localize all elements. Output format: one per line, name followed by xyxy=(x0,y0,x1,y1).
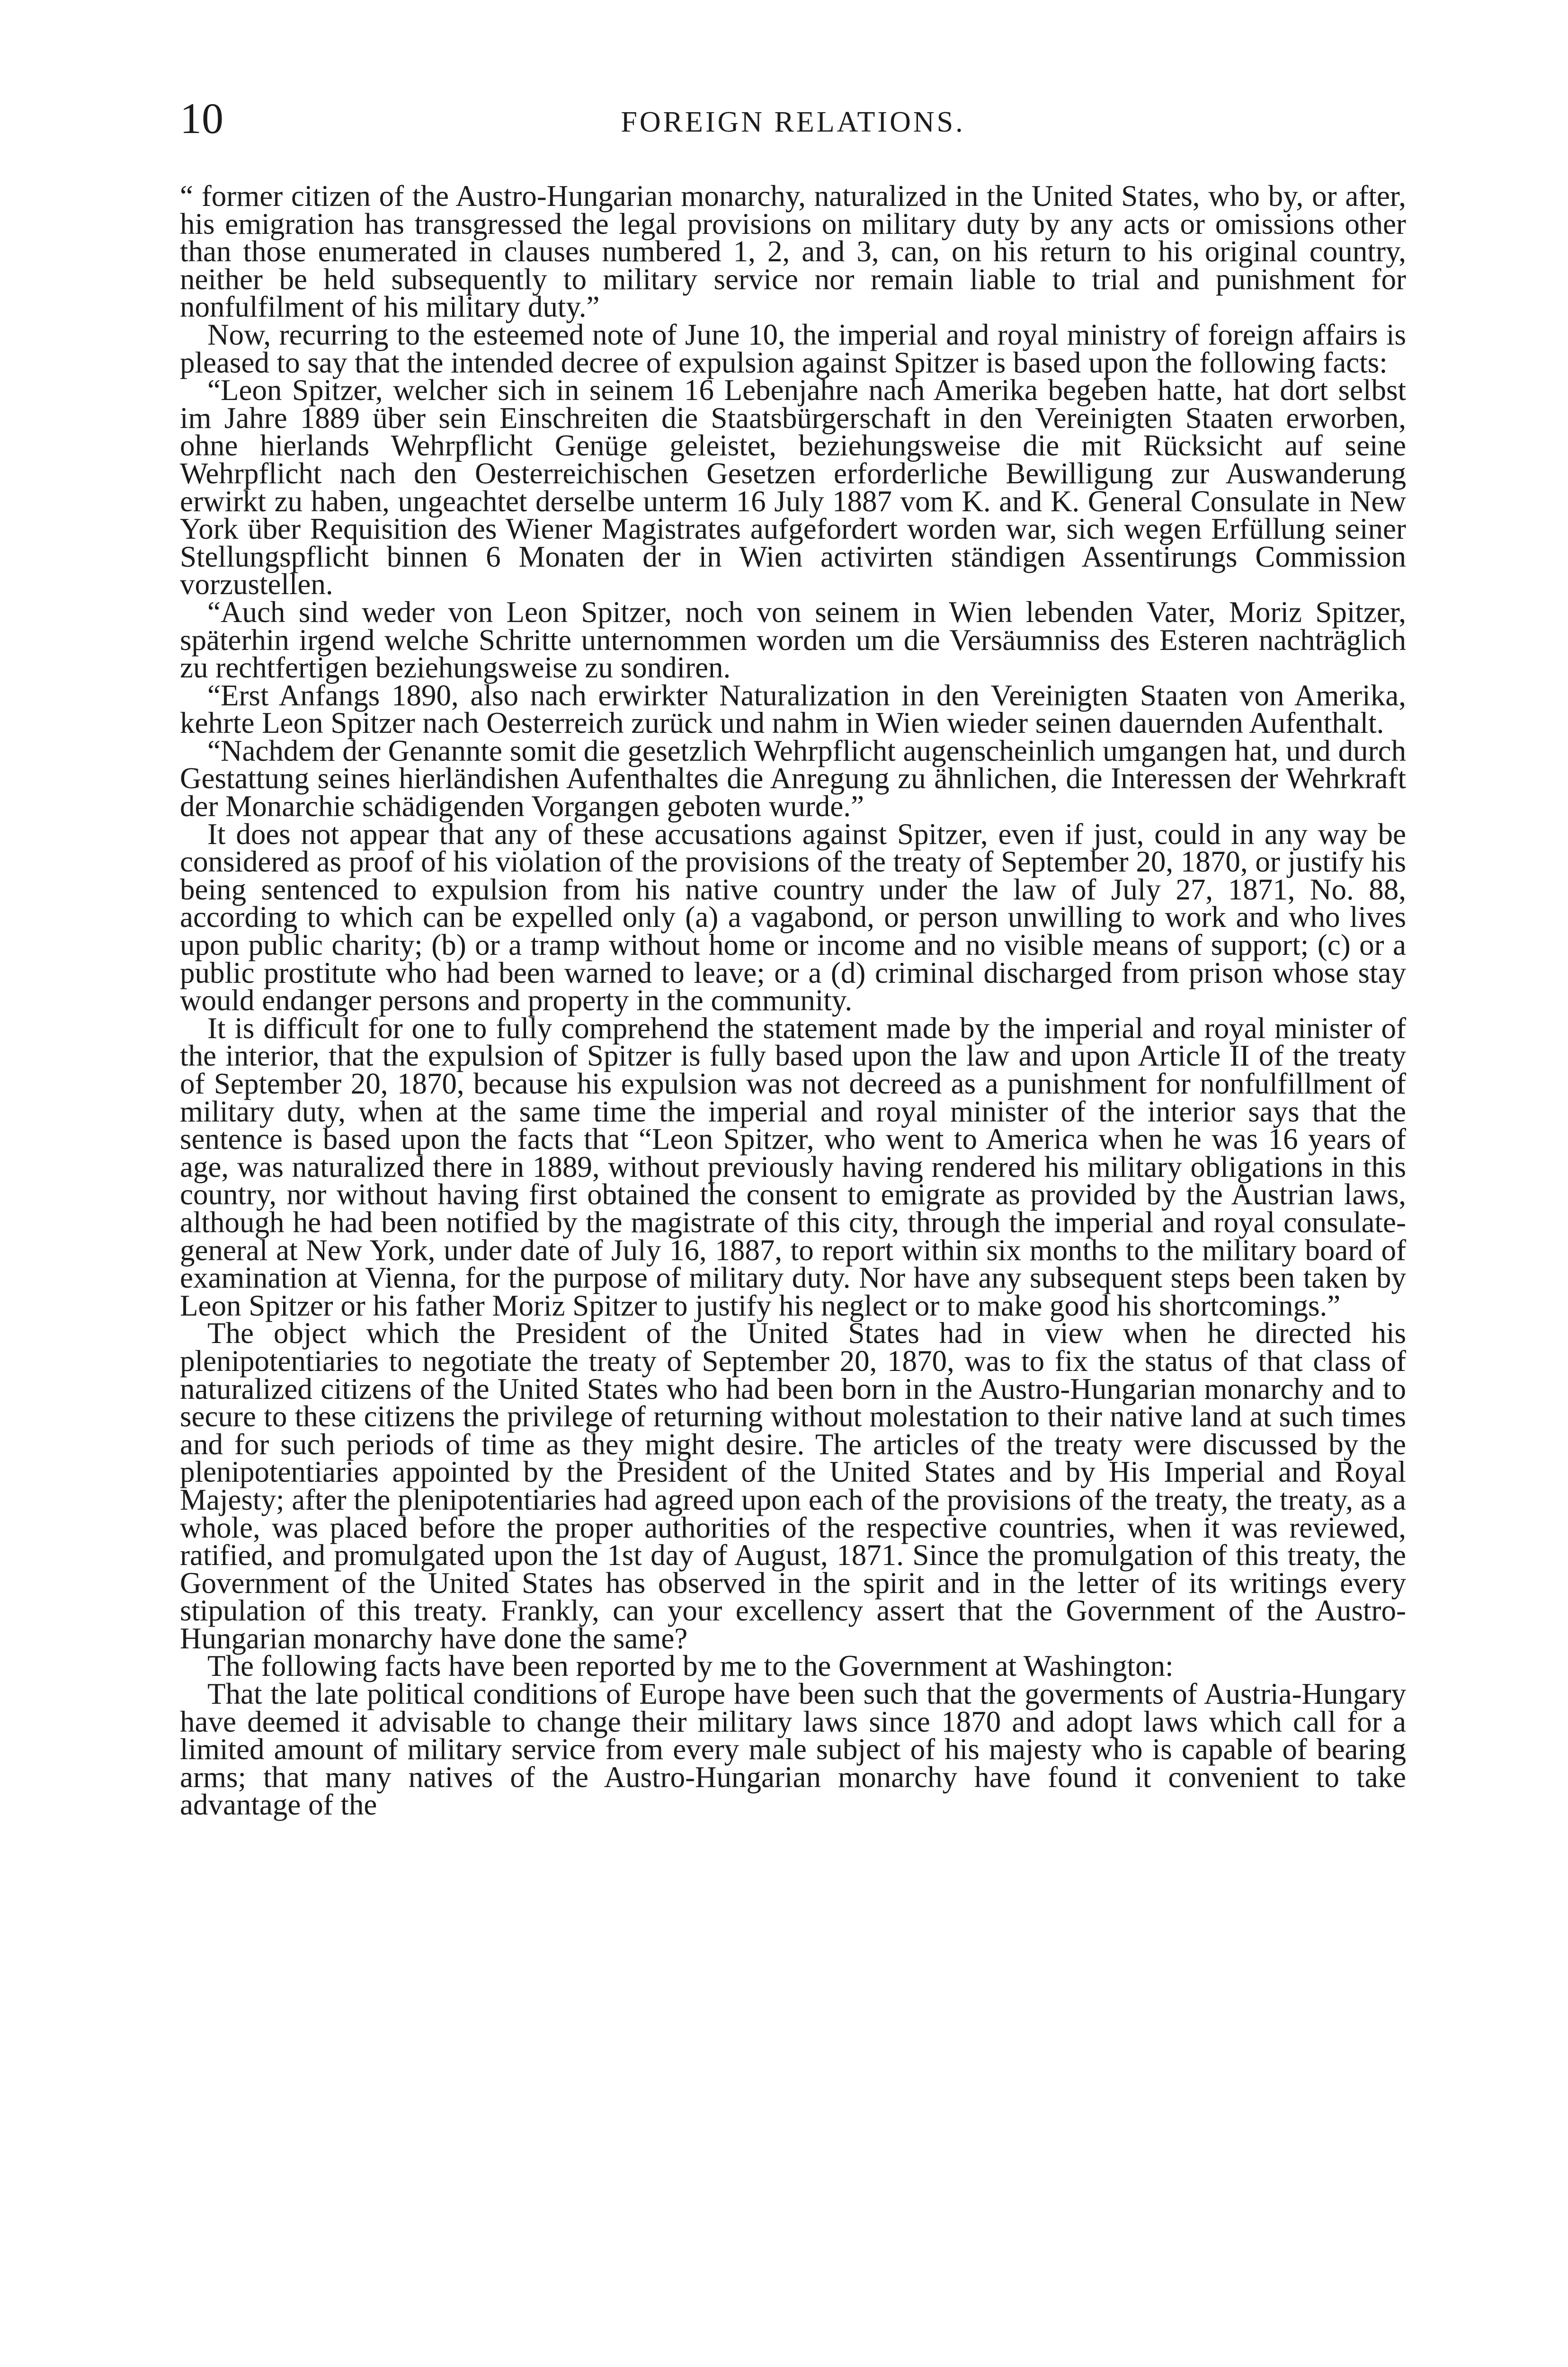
paragraph-german-quote-2: “Auch sind weder von Leon Spitzer, noch von seinem in Wien lebenden Vater, Moriz Spitzer, späterhin irgend welche Schritte unternommen worden um die Versäumniss des Esteren nachträglich zu rechtfertigen beziehungsweise zu sondiren. xyxy=(180,595,1406,685)
page-header xyxy=(180,92,1406,144)
paragraph-accusations: It does not appear that any of these accusations against Spitzer, even if just, could in any way be considered as proof of his violation of the provisions of the treaty of September 20, 1870, or justify his being sentenced to expulsion from his native country under the law of July 27, 1871, No. 88, according to which can be expelled only (a) a vagabond, or person unwilling to work and who lives upon public charity; (b) or a tramp without home or income and no visible means of support; (c) or a public prostitute who had been warned to leave; or a (d) criminal discharged from prison whose stay would endanger persons and property in the community. xyxy=(180,817,1406,1017)
page-number: 10 xyxy=(180,94,223,142)
paragraph-object-of-treaty: The object which the President of the United States had in view when he directed his plenipotentiaries to negotiate the treaty of September 20, 1870, was to fix the status of that class of naturalized citizens of the United States who had been born in the Austro-Hungarian monarchy and to secure to these citizens the privilege of returning without molestation to their native land at such times and for such periods of time as they might desire. The articles of the treaty were discussed by the plenipotentiaries appointed by the President of the United States and by His Imperial and Royal Majesty; after the plenipotentiaries had agreed upon each of the provisions of the treaty, the treaty, as a whole, was placed before the proper authorities of the respective countries, when it was reviewed, ratified, and promulgated upon the 1st day of August, 1871. Since the promulgation of this treaty, the Government of the United States has observed in the spirit and in the letter of its writings every stipulation of this treaty. Frankly, can your excellency assert that the Government of the Austro-Hungarian monarchy have done the same? xyxy=(180,1317,1406,1655)
paragraph-political-conditions: That the late political conditions of Europe have been such that the goverments of Austria-Hungary have deemed it advisable to change their military laws since 1870 and adopt laws which call for a limited amount of military service from every male subject of his majesty who is capable of bearing arms; that many natives of the Austro-Hungarian monarchy have found it convenient to take advantage of the xyxy=(180,1677,1406,1822)
paragraph-note-of-june-10: Now, recurring to the esteemed note of June 10, the imperial and royal ministry of foreign affairs is pleased to say that the intended decree of expulsion against Spitzer is based upon the following facts: xyxy=(180,318,1406,379)
paragraph-german-quote-3: “Erst Anfangs 1890, also nach erwirkter Naturalization in den Vereinigten Staaten von Amerika, kehrte Leon Spitzer nach Oesterreich zurück und nahm in Wien wieder seinen dauernden Aufenthalt. xyxy=(180,678,1406,740)
paragraph-german-quote-4: “Nachdem der Genannte somit die gesetzlich Wehrpflicht augenscheinlich umgangen hat, und durch Gestattung seines hierländishen Aufenthaltes die Anregung zu ähnlichen, die Interessen der Wehrkraft der Monarchie schädigenden Vorgangen geboten wurde.” xyxy=(180,734,1406,823)
paragraph-following-facts: The following facts have been reported by me to the Government at Washington: xyxy=(207,1649,1174,1683)
paragraph-german-quote-1: “Leon Spitzer, welcher sich in seinem 16 Lebenjahre nach Amerika begeben hatte, hat dort selbst im Jahre 1889 über sein Einschreiten die Staatsbürgerschaft in den Vereinigten Staaten erworben, ohne hierlands Wehrpflicht Genüge geleistet, beziehungsweise die mit Rücksicht auf seine Wehrpflicht nach den Oesterreichischen Gesetzen erforderliche Bewilligung zur Auswanderung erwirkt zu haben, ungeachtet derselbe unterm 16 July 1887 vom K. and K. General Consulate in New York über Requisition des Wiener Magistrates aufgefordert worden war, sich wegen Erfüllung seiner Stellungspflicht binnen 6 Monaten der in Wien activirten ständigen Assentirungs Commission vorzustellen. xyxy=(180,374,1406,601)
body-text xyxy=(180,182,1406,2360)
paragraph-difficult-to-comprehend: It is difficult for one to fully comprehend the statement made by the imperial and royal minister of the interior, that the expulsion of Spitzer is fully based upon the law and upon Article II of the treaty of September 20, 1870, because his expulsion was not decreed as a punishment for nonfulfillment of military duty, when at the same time the imperial and royal minister of the interior says that the sentence is based upon the facts that “Leon Spitzer, who went to America when he was 16 years of age, was naturalized there in 1889, without previously having rendered his military obligations in this country, nor without having first obtained the consent to emigrate as provided by the Austrian laws, although he had been notified by the magistrate of this city, through the imperial and royal consulate-general at New York, under date of July 16, 1887, to report within six months to the military board of examination at Vienna, for the purpose of military duty. Nor have any subsequent steps been taken by Leon Spitzer or his father Moriz Spitzer to justify his neglect or to make good his shortcomings.” xyxy=(180,1011,1406,1322)
paragraph-quote-continuation: “ former citizen of the Austro-Hungarian monarchy, naturalized in the United States, who by, or after, his emigration has transgressed the legal provisions on military duty by any acts or omissions other than those enumerated in clauses numbered 1, 2, and 3, can, on his return to his original country, neither be held subsequently to military service nor remain liable to trial and punishment for nonfulfilment of his military duty.” xyxy=(180,182,1406,324)
running-title: FOREIGN RELATIONS. xyxy=(621,106,965,138)
